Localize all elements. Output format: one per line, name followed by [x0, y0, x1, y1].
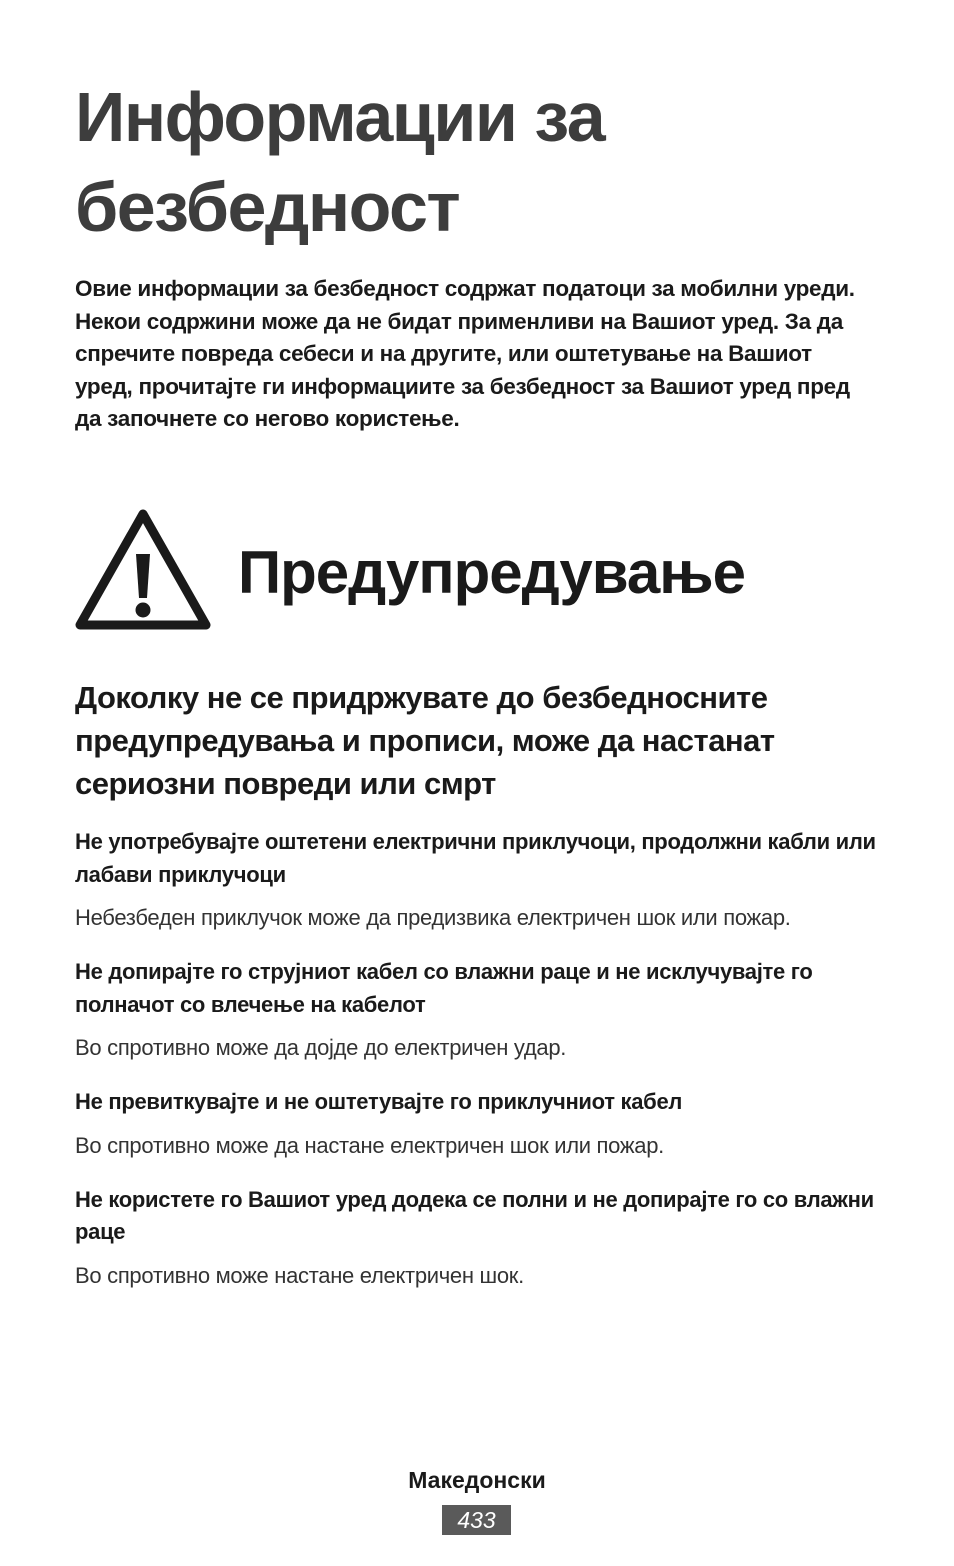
intro-paragraph: Овие информации за безбедност содржат податоци за мобилни уреди. Некои содржини може да не бидат применливи на Вашиот уред. За да спречите повреда себеси и на другите, или оштетување на Вашиот уред, прочитајте ги информациите за безбедност за Вашиот уред пред да започнете со негово користење.	[75, 276, 855, 431]
safety-item-title: Не употребувајте оштетени електрични приклучоци, продолжни кабли или лабави приклучоци	[75, 829, 876, 887]
footer-language: Македонски	[408, 1467, 546, 1493]
page-number: 433	[442, 1505, 511, 1535]
safety-item-text: Во спротивно може настане електричен шок.	[75, 1262, 524, 1288]
warning-title: Предупредување	[238, 539, 745, 606]
warning-header	[75, 508, 875, 633]
safety-item	[75, 1184, 890, 1292]
safety-item-title: Не користете го Вашиот уред додека се полни и не допирајте го со влажни раце	[75, 1186, 874, 1244]
page-title: Информации за безбедност	[75, 78, 605, 246]
section-heading: Доколку не се придржувате до безбедносните предупредувања и прописи, може да настанат сериозни повреди или смрт	[75, 680, 775, 801]
warning-triangle-icon	[75, 508, 211, 632]
safety-item-title: Не допирајте го струјниот кабел со влажни раце и не исклучувајте го полначот со влечење на кабелот	[75, 959, 813, 1017]
safety-item-title: Не превиткувајте и не оштетувајте го приклучниот кабел	[75, 1089, 683, 1114]
safety-item	[75, 1086, 890, 1162]
safety-item	[75, 826, 890, 934]
safety-item-text: Во спротивно може да дојде до електричен удар.	[75, 1035, 567, 1060]
safety-item-text: Небезбеден приклучок може да предизвика електричен шок или пожар.	[75, 905, 791, 930]
safety-item	[75, 956, 890, 1064]
safety-items-list	[75, 826, 890, 1314]
safety-item-text: Во спротивно може да настане електричен шок или пожар.	[75, 1132, 664, 1158]
